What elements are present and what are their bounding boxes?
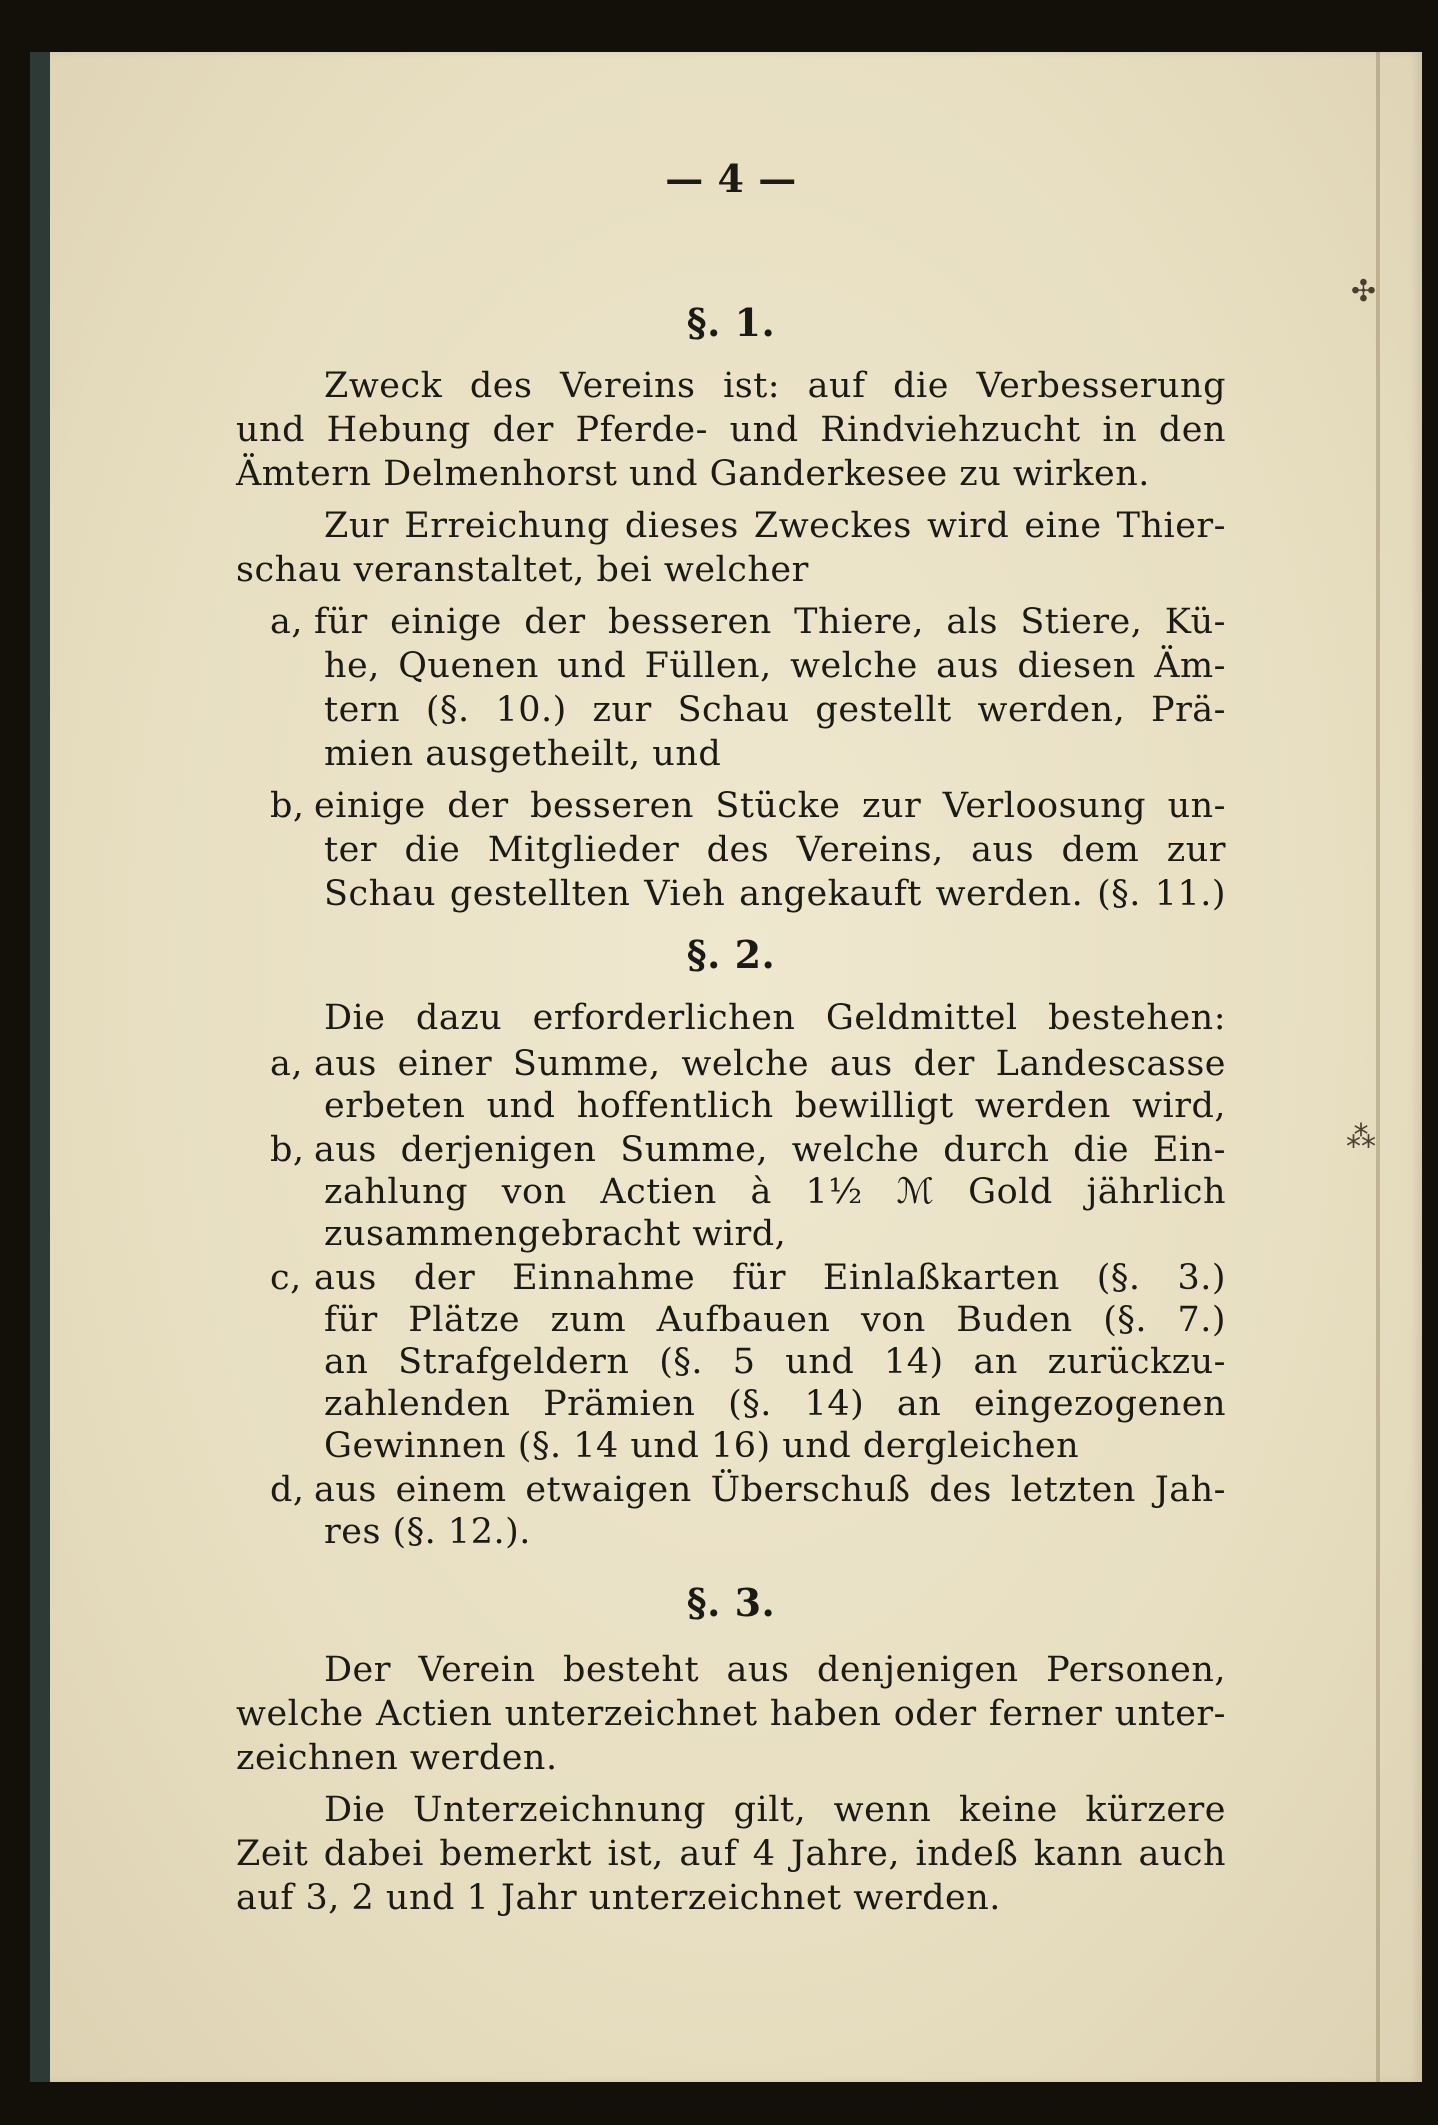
item-line: aus derjenigen Summe, welche durch die Ein-	[314, 1130, 1226, 1170]
item-line: zusammengebracht wird,	[324, 1214, 787, 1254]
item-line: res (§. 12.).	[324, 1512, 531, 1552]
section-heading-2: §. 2.	[686, 932, 776, 977]
item-line: an Strafgeldern (§. 5 und 14) an zurückzu-	[324, 1342, 1226, 1382]
item-line: tern (§. 10.) zur Schau gestellt werden, Prä-	[324, 690, 1226, 730]
item-line: aus einem etwaigen Überschuß des letzten Jah-	[314, 1470, 1226, 1510]
page-number: — 4 —	[665, 156, 797, 201]
section-heading-1: §. 1.	[686, 300, 776, 345]
text-line: Zeit dabei bemerkt ist, auf 4 Jahre, indeß kann auch	[236, 1834, 1226, 1874]
item-line: aus einer Summe, welche aus der Landescasse	[314, 1044, 1226, 1084]
text-line: Der Verein besteht aus denjenigen Personen,	[324, 1650, 1226, 1690]
item-line: Gewinnen (§. 14 und 16) und dergleichen	[324, 1426, 1080, 1466]
item-label: a,	[270, 1044, 303, 1084]
item-label: c,	[270, 1258, 302, 1298]
paper-sheet	[30, 52, 1422, 2082]
item-label: d,	[270, 1470, 305, 1510]
item-line: für einige der besseren Thiere, als Stiere, Kü-	[314, 602, 1226, 642]
item-line: aus der Einnahme für Einlaßkarten (§. 3.)	[314, 1258, 1226, 1298]
text-line: zeichnen werden.	[236, 1738, 558, 1778]
text-line: Die dazu erforderlichen Geldmittel bestehen:	[324, 998, 1226, 1038]
text-line: schau veranstaltet, bei welcher	[236, 550, 809, 590]
item-label: a,	[270, 602, 303, 642]
text-line: Zur Erreichung dieses Zweckes wird eine Thier-	[324, 506, 1226, 546]
text-line: welche Actien unterzeichnet haben oder ferner unter-	[236, 1694, 1226, 1734]
page-gutter	[1376, 52, 1380, 2082]
item-label: b,	[270, 786, 305, 826]
margin-mark: ✣	[1350, 274, 1376, 309]
margin-mark: ⁂	[1346, 1120, 1376, 1155]
item-line: zahlenden Prämien (§. 14) an eingezogenen	[324, 1384, 1226, 1424]
text-line: Ämtern Delmenhorst und Ganderkesee zu wirken.	[236, 454, 1150, 494]
item-line: ter die Mitglieder des Vereins, aus dem zur	[324, 830, 1226, 870]
item-line: zahlung von Actien à 1½ ℳ Gold jährlich	[324, 1172, 1226, 1212]
text-line: Die Unterzeichnung gilt, wenn keine kürzere	[324, 1790, 1226, 1830]
text-line: Zweck des Vereins ist: auf die Verbesserung	[324, 366, 1226, 406]
item-label: b,	[270, 1130, 305, 1170]
section-heading-3: §. 3.	[686, 1580, 776, 1625]
item-line: he, Quenen und Füllen, welche aus diesen Äm-	[324, 646, 1226, 686]
item-line: mien ausgetheilt, und	[324, 734, 722, 774]
text-line: auf 3, 2 und 1 Jahr unterzeichnet werden.	[236, 1878, 1001, 1918]
item-line: für Plätze zum Aufbauen von Buden (§. 7.)	[324, 1300, 1226, 1340]
text-line: und Hebung der Pferde- und Rindviehzucht in den	[236, 410, 1226, 450]
item-line: einige der besseren Stücke zur Verloosung un-	[314, 786, 1226, 826]
item-line: erbeten und hoffentlich bewilligt werden wird,	[324, 1086, 1226, 1126]
item-line: Schau gestellten Vieh angekauft werden. (§. 11.)	[324, 874, 1226, 914]
